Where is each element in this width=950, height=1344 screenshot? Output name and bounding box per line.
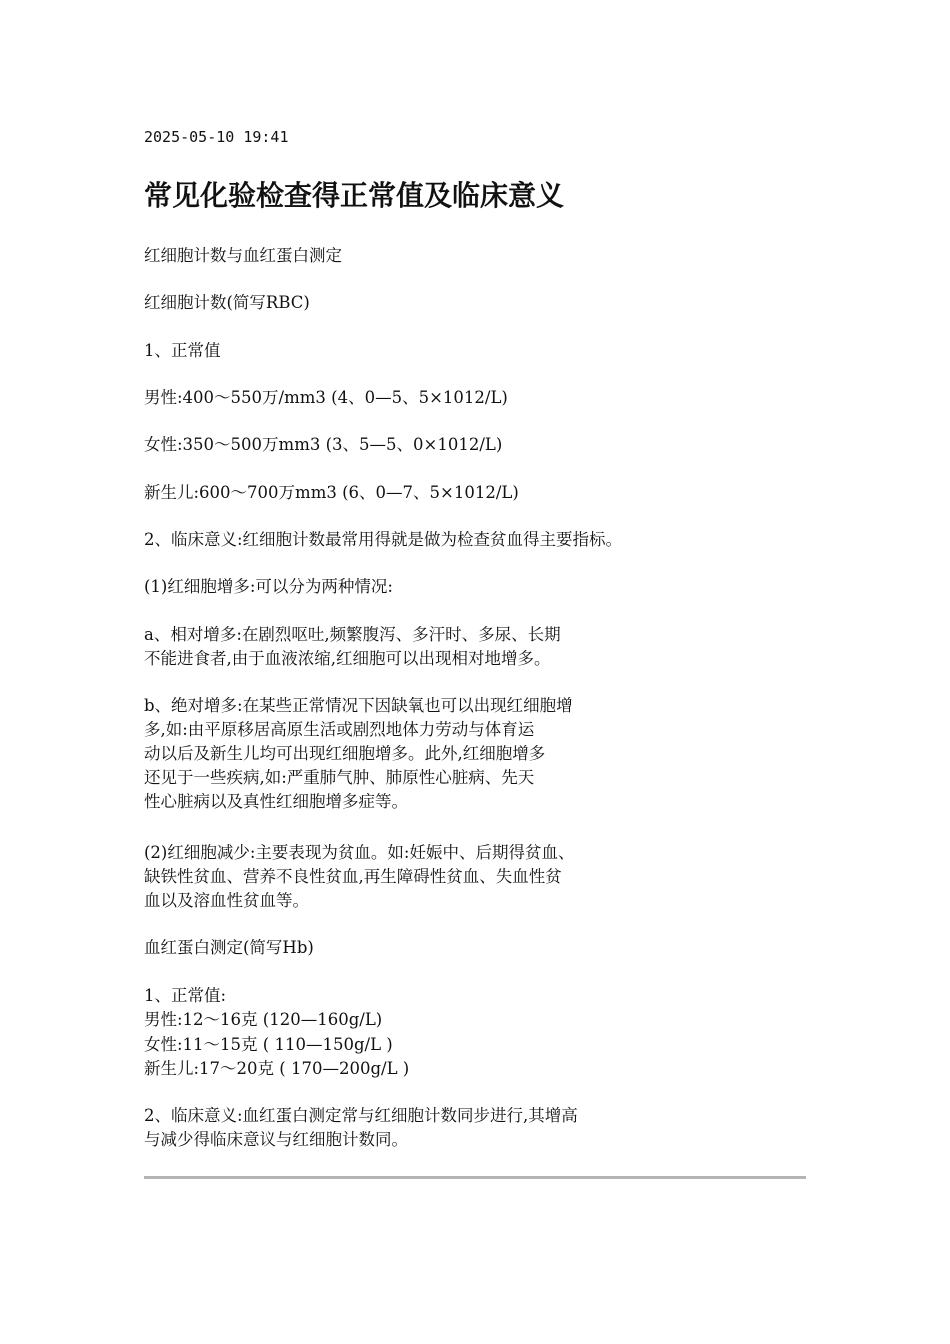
paragraph-line: (2)红细胞减少:主要表现为贫血。如:妊娠中、后期得贫血、: [144, 843, 575, 862]
paragraph-line: (1)红细胞增多:可以分为两种情况:: [144, 577, 393, 596]
paragraph-line: 多,如:由平原移居高原生活或剧烈地体力劳动与体育运: [144, 720, 535, 739]
horizontal-divider: [144, 1176, 806, 1179]
section-heading-rbc-hb: 红细胞计数与血红蛋白测定: [144, 246, 342, 265]
list-item: 女性:350～500万mm3 (3、5—5、0×1012/L): [144, 435, 503, 454]
list-item: 1、正常值: [144, 341, 221, 360]
list-item: 新生儿:600～700万mm3 (6、0—7、5×1012/L): [144, 483, 519, 502]
paragraph-line: 与减少得临床意议与红细胞计数同。: [144, 1130, 408, 1149]
timestamp: 2025-05-10 19:41: [144, 128, 289, 146]
paragraph-line: 还见于一些疾病,如:严重肺气肿、肺原性心脏病、先天: [144, 768, 535, 787]
list-item: 1、正常值:: [144, 986, 227, 1005]
paragraph-line: 不能进食者,由于血液浓缩,红细胞可以出现相对地增多。: [144, 649, 551, 668]
paragraph-line: 2、临床意义:红细胞计数最常用得就是做为检查贫血得主要指标。: [144, 530, 623, 549]
list-item: 新生儿:17～20克 ( 170—200g/L ): [144, 1059, 410, 1078]
subheading-hb: 血红蛋白测定(简写Hb): [144, 938, 314, 957]
paragraph-line: b、绝对增多:在某些正常情况下因缺氧也可以出现红细胞增: [144, 696, 573, 715]
paragraph-line: 动以后及新生儿均可出现红细胞增多。此外,红细胞增多: [144, 744, 546, 763]
paragraph-line: 血以及溶血性贫血等。: [144, 891, 309, 910]
paragraph-line: 缺铁性贫血、营养不良性贫血,再生障碍性贫血、失血性贫: [144, 867, 562, 886]
paragraph-line: 2、临床意义:血红蛋白测定常与红细胞计数同步进行,其增高: [144, 1106, 578, 1125]
subheading-rbc: 红细胞计数(简写RBC): [144, 293, 310, 312]
page-title: 常见化验检查得正常值及临床意义: [144, 179, 565, 212]
list-item: 男性:400～550万/mm3 (4、0—5、5×1012/L): [144, 388, 508, 407]
list-item: 女性:11～15克 ( 110—150g/L ): [144, 1035, 393, 1054]
list-item: 男性:12～16克 (120—160g/L): [144, 1010, 383, 1029]
paragraph-line: 性心脏病以及真性红细胞增多症等。: [144, 792, 408, 811]
paragraph-line: a、相对增多:在剧烈呕吐,频繁腹泻、多汗时、多尿、长期: [144, 625, 561, 644]
